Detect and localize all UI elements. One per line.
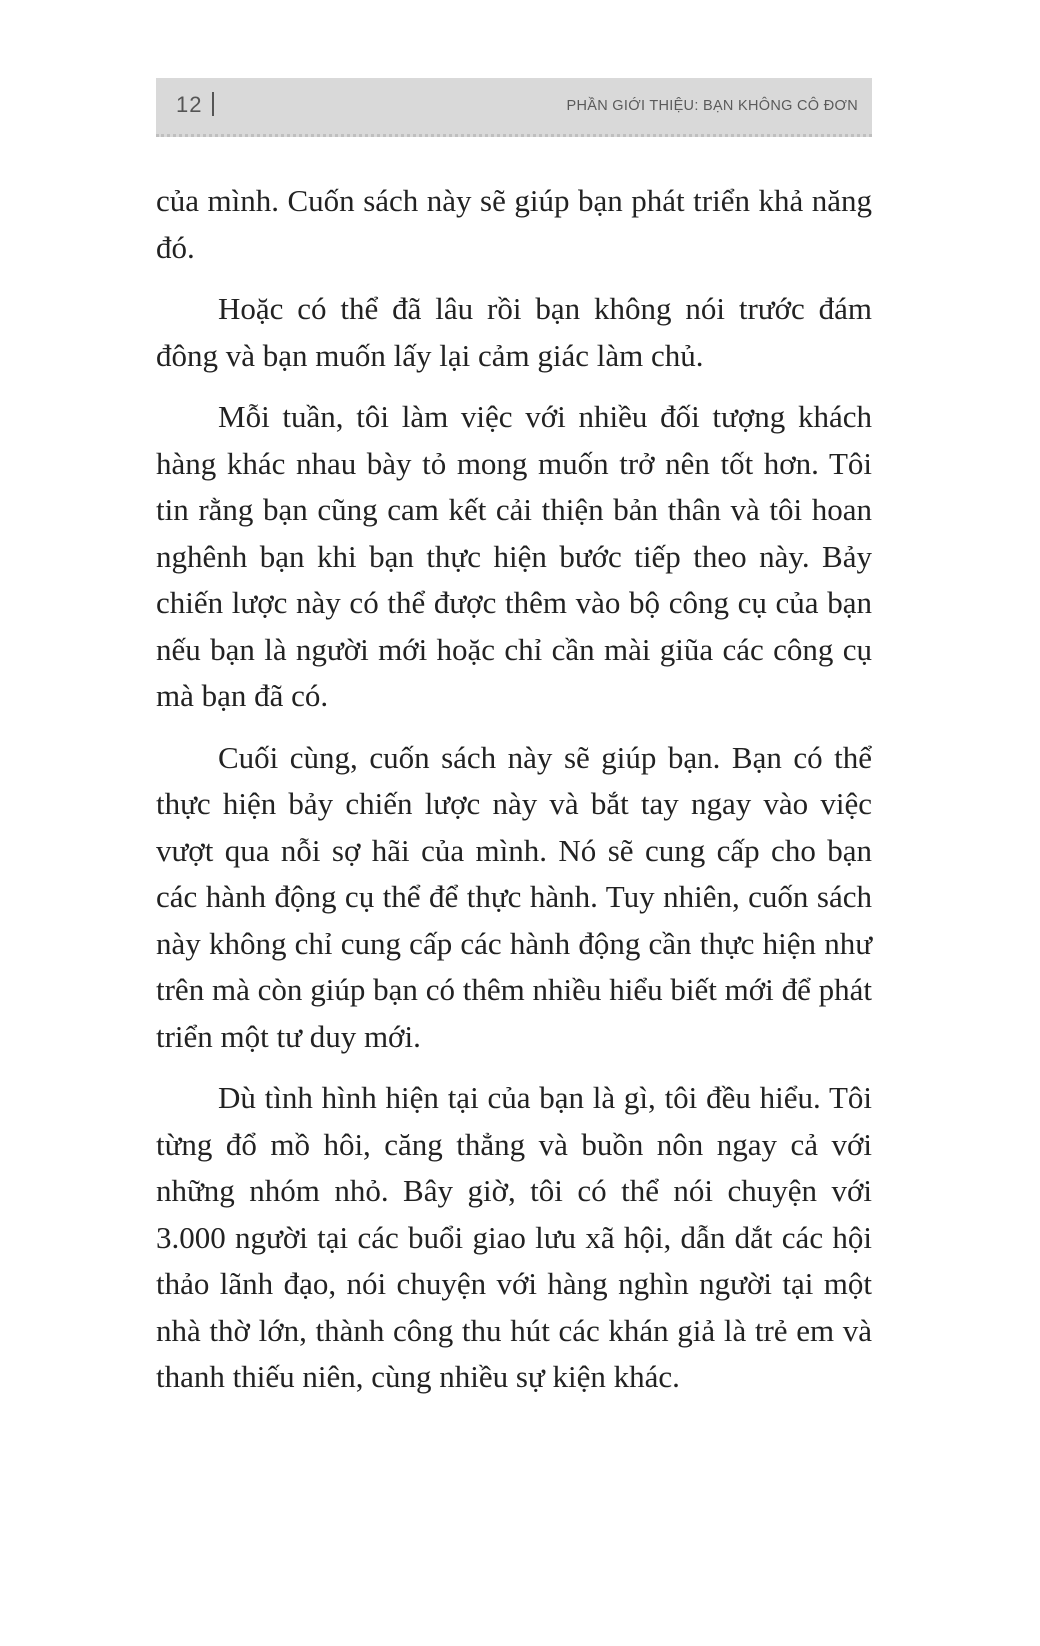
paragraph: Dù tình hình hiện tại của bạn là gì, tôi đều hiểu. Tôi từng đổ mồ hôi, căng thẳng và buồn nôn ngay cả với những nhóm nhỏ. Bây giờ, tôi có thể nói chuyện với 3.000 người tại các buổi giao lưu xã hội, dẫn dắt các hội thảo lãnh đạo, nói chuyện với hàng nghìn người tại một nhà thờ lớn, thành công thu hút các khán giả là trẻ em và thanh thiếu niên, cùng nhiều sự kiện khác.: [156, 1080, 872, 1394]
paragraph: Hoặc có thể đã lâu rồi bạn không nói trước đám đông và bạn muốn lấy lại cảm giác làm chủ.: [156, 291, 872, 373]
page-number: 12: [176, 92, 203, 117]
section-title: PHẦN GIỚI THIỆU: BẠN KHÔNG CÔ ĐƠN: [566, 98, 858, 114]
paragraph: Cuối cùng, cuốn sách này sẽ giúp bạn. Bạn có thể thực hiện bảy chiến lược này và bắt tay ngay vào việc vượt qua nỗi sợ hãi của mình. Nó sẽ cung cấp cho bạn các hành động cụ thể để thực hành. Tuy nhiên, cuốn sách này không chỉ cung cấp các hành động cần thực hiện như trên mà còn giúp bạn có thêm nhiều hiểu biết mới để phát triển một tư duy mới.: [156, 739, 872, 1054]
paragraph-continued: của mình. Cuốn sách này sẽ giúp bạn phát triển khả năng đó.: [156, 183, 872, 265]
body-text: [156, 178, 872, 1416]
paragraph: Mỗi tuần, tôi làm việc với nhiều đối tượng khách hàng khác nhau bày tỏ mong muốn trở nên tốt hơn. Tôi tin rằng bạn cũng cam kết cải thiện bản thân và tôi hoan nghênh bạn khi bạn thực hiện bước tiếp theo này. Bảy chiến lược này có thể được thêm vào bộ công cụ của bạn nếu bạn là người mới hoặc chỉ cần mài giũa các công cụ mà bạn đã có.: [156, 399, 872, 713]
running-header: [156, 78, 872, 137]
header-divider: [212, 92, 214, 116]
